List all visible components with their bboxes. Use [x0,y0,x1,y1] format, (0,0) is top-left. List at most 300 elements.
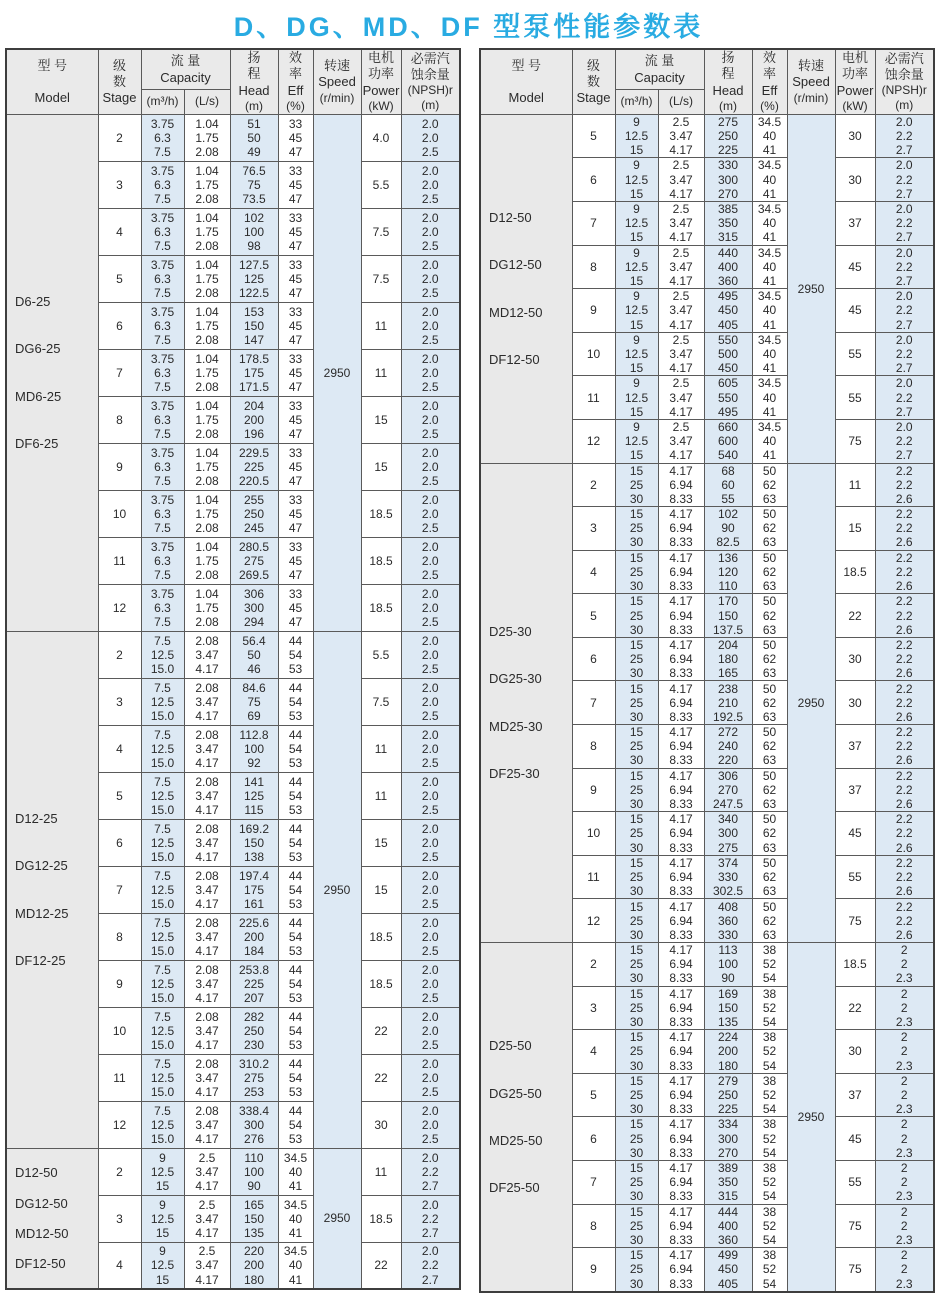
eff-cell [752,289,787,333]
value-line: 63 [762,622,777,637]
capacity-ls-cell [184,913,230,960]
value-line: 2.0 [421,976,439,991]
power-cell: 18.5 [361,537,401,584]
header-unit-m3h [615,90,658,115]
value-line: 8.33 [669,797,693,812]
value-line: 15 [629,317,644,332]
value-line: 2.2 [421,1164,439,1179]
value-line: 7.5 [154,238,171,253]
value-line: 45 [288,177,303,192]
value-line: 2.5 [421,191,439,206]
capacity-ls-cell [184,537,230,584]
capacity-ls-cell [658,681,704,725]
head-cell [704,943,752,987]
stage-cell: 2 [572,463,615,507]
value-line: 40 [762,259,777,274]
value-line: 2.2 [895,390,913,405]
value-line: 2.2 [895,259,913,274]
value-line: 408 [717,899,739,914]
table-row [480,943,934,987]
value-line: 240 [717,739,739,754]
header-row-1 [6,49,460,90]
npsh-cell [875,1073,934,1117]
eff-cell [278,913,313,960]
eff-cell [278,161,313,208]
eff-cell [278,302,313,349]
capacity-ls-cell [184,819,230,866]
value-line: 161 [243,896,265,911]
capacity-m3h-cell [141,443,184,490]
head-cell [704,637,752,681]
value-line: 6.94 [669,695,693,710]
value-line: 3.47 [669,128,693,143]
value-line: 220.5 [238,473,270,488]
value-line: 38 [762,1248,777,1263]
value-line: 2.0 [421,821,439,836]
value-line: 41 [762,404,777,419]
value-line: 7.5 [154,868,171,883]
model-name-list [7,811,98,968]
value-line: 315 [717,1189,739,1204]
value-line: 15 [629,463,644,478]
value-line: 2.6 [895,709,913,724]
value-line: 33 [288,445,303,460]
npsh-cell [401,913,460,960]
value-line: 2.6 [895,491,913,506]
value-line: 53 [288,1131,303,1146]
value-line: 44 [288,727,303,742]
value-line: 2.0 [421,398,439,413]
value-line: 2.5 [198,1197,216,1212]
value-line: 294 [243,614,265,629]
value-line: 82.5 [716,535,740,550]
value-line: 25 [629,913,644,928]
npsh-cell [401,1148,460,1195]
capacity-m3h-cell [615,463,658,507]
value-line: 2.5 [672,289,690,304]
value-line: 2.0 [421,727,439,742]
power-cell: 7.5 [361,208,401,255]
value-line: 2.0 [421,1117,439,1132]
value-line: 1.75 [195,459,219,474]
value-line: 54 [762,1189,777,1204]
head-cell [704,507,752,551]
head-cell [704,1204,752,1248]
value-line: 2.0 [421,257,439,272]
eff-cell [752,419,787,463]
head-cell [230,772,278,819]
capacity-ls-cell [658,158,704,202]
eff-cell [752,855,787,899]
value-line: 6.3 [154,459,171,474]
value-line: 385 [717,202,739,216]
value-line: 4.17 [195,1225,219,1240]
value-line: 8.33 [669,1145,693,1160]
value-line: 2.0 [421,210,439,225]
model-name: MD12-25 [15,905,69,921]
value-line: 2.2 [895,521,913,536]
value-line: 15 [629,1030,644,1045]
value-line: 350 [717,216,739,231]
header-line: (m) [245,98,263,113]
header-capacity [141,49,230,90]
value-line: 7.5 [154,727,171,742]
header-line: 型 号 [511,57,542,73]
stage-cell: 4 [572,550,615,594]
value-line: 15.0 [150,661,175,676]
value-line: 2.0 [421,1244,439,1259]
value-line: 4.17 [195,849,219,864]
value-line: 8.33 [669,535,693,550]
value-line: 54 [288,1117,303,1132]
value-line: 499 [717,1248,739,1263]
model-name: DG12-50 [489,257,542,273]
value-line: 12.5 [150,1117,175,1132]
value-line: 2.0 [895,289,913,304]
value-line: 1.75 [195,412,219,427]
value-line: 250 [243,506,265,521]
head-cell [704,1073,752,1117]
table-row [480,114,934,158]
value-line: 1.04 [195,210,219,225]
value-line: 374 [717,855,739,870]
value-line: 12.5 [150,1070,175,1085]
value-line: 2.08 [195,238,219,253]
value-line: 540 [717,448,739,463]
stage-cell: 12 [572,419,615,463]
value-line: 40 [762,434,777,449]
value-line: 53 [288,896,303,911]
value-line: 15.0 [150,849,175,864]
value-line: 8.33 [669,927,693,942]
value-line: 54 [762,1102,777,1117]
value-line: 34.5 [757,419,782,434]
value-line: 2.2 [895,913,913,928]
value-line: 2.0 [895,376,913,391]
value-line: 100 [243,741,265,756]
value-line: 200 [243,412,265,427]
value-line: 30 [629,535,644,550]
value-line: 12.5 [624,172,649,187]
npsh-cell [875,768,934,812]
header-line: (L/s) [195,94,219,109]
value-line: 12.5 [150,835,175,850]
power-cell: 30 [835,637,875,681]
value-line: 15 [629,637,644,652]
value-line: 50 [762,594,777,609]
value-line: 15 [629,273,644,288]
value-line: 2.0 [895,202,913,216]
value-line: 3.47 [195,1164,219,1179]
value-line: 6.94 [669,739,693,754]
value-line: 15 [629,1117,644,1132]
value-line: 44 [288,774,303,789]
power-cell: 18.5 [361,913,401,960]
stage-cell: 5 [572,1073,615,1117]
power-cell: 55 [835,332,875,376]
value-line: 7.5 [154,332,171,347]
capacity-ls-cell [184,1054,230,1101]
capacity-m3h-cell [141,960,184,1007]
value-line: 115 [244,802,264,817]
value-line: 2.5 [421,708,439,723]
value-line: 47 [288,426,303,441]
value-line: 12.5 [150,788,175,803]
value-line: 7.5 [154,915,171,930]
npsh-cell [401,678,460,725]
value-line: 2.3 [895,971,913,986]
capacity-m3h-cell [615,419,658,463]
stage-cell: 3 [98,678,141,725]
value-line: 30 [629,1232,644,1247]
value-line: 53 [288,755,303,770]
value-line: 15 [629,230,644,245]
eff-cell [752,681,787,725]
value-line: 62 [762,695,777,710]
capacity-ls-cell [658,289,704,333]
header-model [480,49,572,114]
head-cell [230,866,278,913]
capacity-m3h-cell [615,158,658,202]
table-row [6,631,460,678]
stage-cell: 11 [572,855,615,899]
value-line: 12.5 [150,1211,175,1226]
value-line: 44 [288,962,303,977]
value-line: 2.0 [421,506,439,521]
value-line: 12.5 [150,929,175,944]
value-line: 8.33 [669,622,693,637]
value-line: 2.08 [195,633,219,648]
page-title: D、DG、MD、DF 型泵性能参数表 [233,12,704,42]
value-line: 2.5 [421,520,439,535]
header-line: 流 量 [644,53,675,69]
value-line: 204 [717,637,739,652]
capacity-ls-cell [658,245,704,289]
value-line: 171.5 [238,379,270,394]
power-cell: 75 [835,1204,875,1248]
value-line: 15.0 [150,755,175,770]
stage-cell: 11 [98,1054,141,1101]
npsh-cell [875,114,934,158]
value-line: 9 [633,332,640,347]
value-line: 8.33 [669,709,693,724]
power-cell: 18.5 [361,584,401,631]
model-name: DG12-25 [15,858,68,874]
npsh-cell [875,1204,934,1248]
value-line: 38 [762,1073,777,1088]
table-body [6,114,460,1289]
value-line: 306 [717,768,739,783]
npsh-cell [401,584,460,631]
value-line: 2.7 [421,1225,439,1240]
value-line: 2.5 [672,114,690,129]
head-cell [704,289,752,333]
value-line: 12.5 [624,390,649,405]
value-line: 6.94 [669,826,693,841]
value-line: 2.0 [421,177,439,192]
npsh-cell [401,302,460,349]
value-line: 12.5 [150,1258,175,1273]
value-line: 2.0 [421,600,439,615]
value-line: 4.17 [669,1204,693,1219]
value-line: 40 [288,1211,303,1226]
npsh-cell [875,158,934,202]
capacity-m3h-cell [615,899,658,943]
stage-cell: 8 [98,913,141,960]
header-line: 型 号 [37,57,68,73]
value-line: 8.33 [669,1102,693,1117]
eff-cell [752,245,787,289]
value-line: 100 [243,1164,265,1179]
npsh-cell [401,255,460,302]
value-line: 25 [629,1000,644,1015]
value-line: 9 [633,289,640,304]
value-line: 2 [900,1175,908,1190]
value-line: 38 [762,1204,777,1219]
value-line: 12.5 [150,882,175,897]
value-line: 25 [629,521,644,536]
header-line: 电机 [841,50,868,65]
capacity-m3h-cell [615,681,658,725]
header-line: Model [34,89,70,105]
value-line: 2.0 [421,271,439,286]
header-line: Speed [318,74,356,90]
header-line: Eff [761,82,778,98]
capacity-ls-cell [658,986,704,1030]
header-line: (r/min) [319,90,355,105]
head-cell [230,396,278,443]
npsh-cell [401,443,460,490]
value-line: 3.47 [195,1117,219,1132]
value-line: 2.0 [421,1009,439,1024]
header-line: 率 [288,66,302,82]
value-line: 54 [288,1070,303,1085]
head-cell [704,114,752,158]
value-line: 30 [629,753,644,768]
npsh-cell [875,943,934,987]
value-line: 1.04 [195,398,219,413]
value-line: 30 [629,840,644,855]
value-line: 2 [900,1088,908,1103]
value-line: 2.08 [195,962,219,977]
value-line: 45 [288,130,303,145]
capacity-ls-cell [184,678,230,725]
value-line: 2.08 [195,379,219,394]
stage-cell: 6 [572,1117,615,1161]
power-cell: 7.5 [361,678,401,725]
value-line: 15 [629,855,644,870]
value-line: 15.0 [150,1131,175,1146]
value-line: 50 [762,768,777,783]
capacity-ls-cell [184,302,230,349]
value-line: 9 [159,1244,166,1259]
value-line: 2.5 [421,379,439,394]
value-line: 54 [762,1058,777,1073]
power-cell: 15 [361,866,401,913]
eff-cell [278,1242,313,1289]
value-line: 175 [243,365,265,380]
value-line: 2.0 [421,835,439,850]
stage-cell: 3 [98,161,141,208]
value-line: 4.17 [669,943,693,958]
value-line: 2.3 [895,1015,913,1029]
capacity-m3h-cell [141,1148,184,1195]
value-line: 2 [900,1131,908,1146]
value-line: 12.5 [150,1023,175,1038]
value-line: 50 [762,550,777,565]
value-line: 45 [288,224,303,239]
power-cell: 11 [361,772,401,819]
power-cell: 45 [835,289,875,333]
value-line: 52 [762,1262,777,1277]
value-line: 54 [762,1145,777,1160]
stage-cell: 4 [98,725,141,772]
value-line: 2.08 [195,1009,219,1024]
value-line: 1.75 [195,365,219,380]
value-line: 38 [762,1161,777,1176]
value-line: 2.0 [421,365,439,380]
power-cell: 55 [835,376,875,420]
value-line: 63 [762,535,777,550]
capacity-m3h-cell [141,1101,184,1148]
capacity-ls-cell [658,855,704,899]
value-line: 2.0 [421,1197,439,1212]
value-line: 3.47 [195,1023,219,1038]
value-line: 6.94 [669,782,693,797]
value-line: 2.2 [895,812,913,827]
value-line: 2.5 [421,896,439,911]
stage-cell: 3 [572,986,615,1030]
value-line: 3.47 [669,172,693,187]
value-line: 44 [288,680,303,695]
value-line: 2.5 [198,1150,216,1165]
value-line: 3.47 [669,346,693,361]
model-name: MD12-50 [489,304,543,320]
npsh-cell [401,1054,460,1101]
value-line: 44 [288,821,303,836]
header-power [361,49,401,114]
value-line: 334 [717,1117,739,1132]
value-line: 7.5 [154,1103,171,1118]
header-model [6,49,98,114]
header-line: (NPSH)r [407,83,453,98]
eff-cell [278,725,313,772]
header-npsh [875,49,934,114]
value-line: 40 [288,1164,303,1179]
eff-cell [278,114,313,161]
value-line: 2.08 [195,144,219,159]
value-line: 40 [762,390,777,405]
model-name: D12-25 [15,811,58,827]
value-line: 110 [718,579,738,594]
model-cell [6,1148,98,1289]
value-line: 4.17 [669,1073,693,1088]
value-line: 15 [629,943,644,958]
value-line: 41 [762,317,777,332]
header-line: 程 [721,66,735,82]
value-line: 204 [243,398,265,413]
value-line: 15 [629,143,644,158]
value-line: 6.3 [154,600,171,615]
value-line: 33 [288,304,303,319]
value-line: 45 [288,506,303,521]
value-line: 47 [288,473,303,488]
value-line: 54 [288,694,303,709]
header-row-1 [480,49,934,90]
npsh-cell [875,1030,934,1074]
capacity-m3h-cell [141,208,184,255]
header-line: 必需汽 [884,50,924,66]
